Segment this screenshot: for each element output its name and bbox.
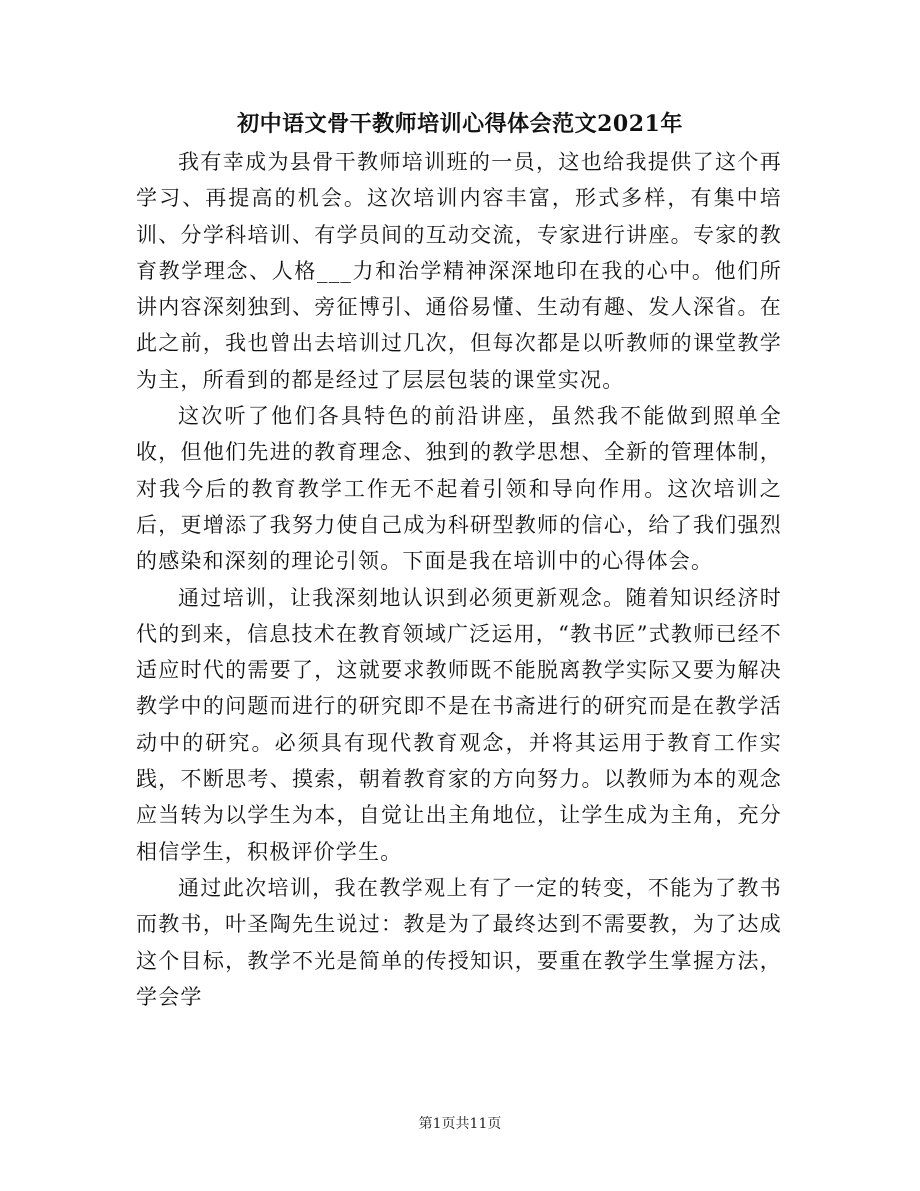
page-number-footer: 第1页共11页 — [418, 1116, 502, 1132]
paragraph: 这次听了他们各具特色的前沿讲座，虽然我不能做到照单全收，但他们先进的教育理念、独到的教学思想、全新的管理体制，对我今后的教育教学工作无不起着引领和导向作用。这次培训之后，更增添了我努力使自己成为科研型教师的信心，给了我们强烈的感染和深刻的理论引领。下面是我在培训中的心得体会。 — [136, 404, 782, 574]
paragraph: 通过此次培训，我在教学观上有了一定的转变，不能为了教书而教书，叶圣陶先生说过：教是为了最终达到不需要教，为了达成这个目标，教学不光是简单的传授知识，要重在教学生掌握方法，学会学 — [136, 875, 782, 1009]
paragraph: 通过培训，让我深刻地认识到必须更新观念。随着知识经济时代的到来，信息技术在教育领域广泛运用，“教书匠”式教师已经不适应时代的需要了，这就要求教师既不能脱离教学实际又要为解决教学中的问题而进行的研究即不是在书斋进行的研究而是在教学活动中的研究。必须具有现代教育观念，并将其运用于教育工作实践，不断思考、摸索，朝着教育家的方向努力。以教师为本的观念应当转为以学生为本，自觉让出主角地位，让学生成为主角，充分相信学生，积极评价学生。 — [136, 585, 782, 864]
paragraph: 我有幸成为县骨干教师培训班的一员，这也给我提供了这个再学习、再提高的机会。这次培训内容丰富，形式多样，有集中培训、分学科培训、有学员间的互动交流，专家进行讲座。专家的教育教学理念、人格___力和治学精神深深地印在我的心中。他们所讲内容深刻独到、旁征博引、通俗易懂、生动有趣、发人深省。在此之前，我也曾出去培训过几次，但每次都是以听教师的课堂教学为主，所看到的都是经过了层层包装的课堂实况。 — [136, 150, 782, 392]
document-body — [136, 144, 782, 1015]
document-title: 初中语文骨干教师培训心得体会范文2021年 — [237, 111, 683, 137]
